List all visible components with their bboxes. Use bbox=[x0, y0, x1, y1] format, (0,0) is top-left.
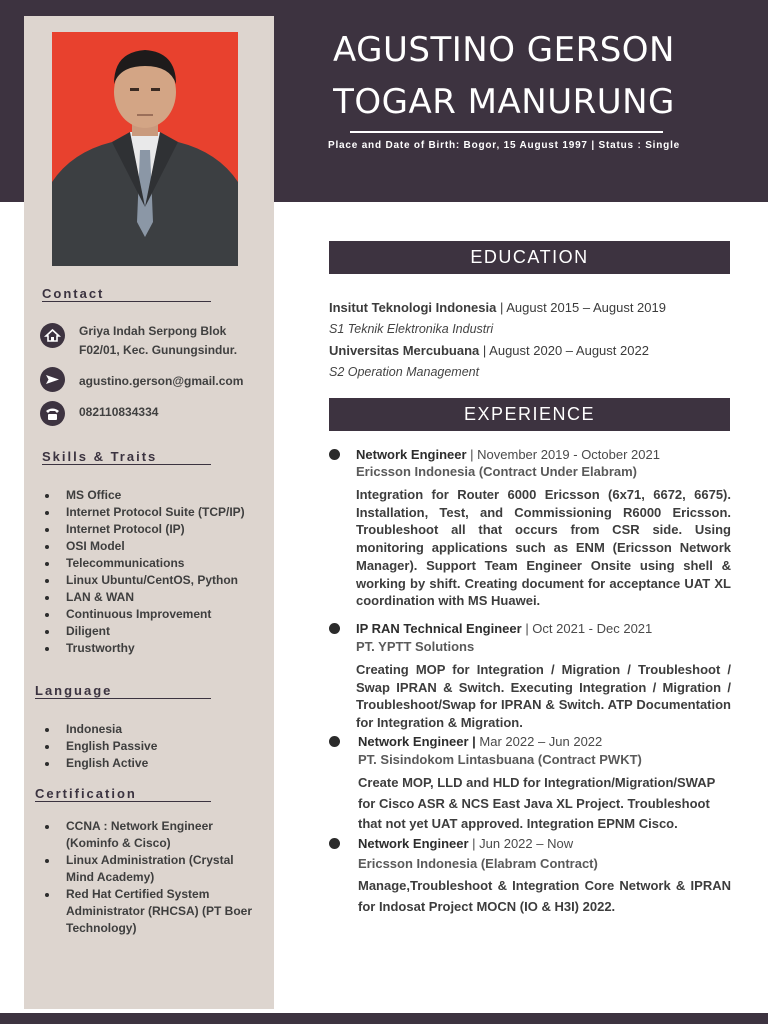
list-item: OSI Model bbox=[42, 538, 267, 555]
education-heading: EDUCATION bbox=[329, 241, 730, 274]
list-item: Diligent bbox=[42, 623, 267, 640]
email-text: agustino.gerson@gmail.com bbox=[79, 374, 244, 388]
experience-heading: EXPERIENCE bbox=[329, 398, 730, 431]
list-item: Indonesia bbox=[42, 721, 267, 738]
list-item: Internet Protocol (IP) bbox=[42, 521, 267, 538]
list-item: Red Hat Certified System Administrator (RHCSA) (PT Boer Technology) bbox=[42, 886, 262, 937]
list-item: CCNA : Network Engineer (Kominfo & Cisco) bbox=[42, 818, 262, 852]
degree-text: S2 Operation Management bbox=[329, 365, 480, 379]
birth-status: Place and Date of Birth: Bogor, 15 August 1997 | Status : Single bbox=[327, 140, 681, 151]
list-item: Trustworthy bbox=[42, 640, 267, 657]
address-line-1: Griya Indah Serpong Blok bbox=[79, 324, 227, 338]
contact-heading: Contact bbox=[42, 286, 105, 301]
bullet-dot bbox=[329, 449, 340, 460]
job-description-3: Create MOP, LLD and HLD for Integration/Migration/SWAP for Cisco ASR & NCS East Java XL Project. Troubleshoot that not yet UAT approved. Integration EPNM Cisco. bbox=[358, 775, 716, 831]
contact-rule bbox=[42, 301, 211, 302]
job-description-4: Manage,Troubleshoot & Integration Core Network & IPRAN for Indosat Project MOCN (IO & H3I) 2022. bbox=[358, 878, 731, 914]
degree-text: S1 Teknik Elektronika Industri bbox=[329, 322, 494, 336]
job-company-2: PT. YPTT Solutions bbox=[356, 639, 475, 654]
certification-list bbox=[42, 818, 262, 937]
job-description-2: Creating MOP for Integration / Migration / Troubleshoot / Swap IPRAN & Switch. Executing Integration / Migration / Troubleshoot/Swap for IPRAN & Switch. ATP Documentation for Integration & Migration. bbox=[356, 662, 731, 731]
name-line-1: AGUSTINO GERSON bbox=[332, 30, 675, 70]
home-icon bbox=[40, 323, 65, 348]
list-item: Linux Administration (Crystal Mind Academy) bbox=[42, 852, 262, 886]
certification-heading: Certification bbox=[35, 786, 137, 801]
job-company-4: Ericsson Indonesia (Elabram Contract) bbox=[358, 856, 598, 871]
name-underline bbox=[350, 131, 663, 133]
list-item: Continuous Improvement bbox=[42, 606, 267, 623]
skills-rule bbox=[42, 464, 211, 465]
certification-rule bbox=[35, 801, 211, 802]
job-title-3: Network Engineer | Mar 2022 – Jun 2022 bbox=[358, 734, 603, 749]
school-name: Universitas Mercubuana bbox=[329, 343, 480, 358]
list-item: Internet Protocol Suite (TCP/IP) bbox=[42, 504, 267, 521]
phone-text: 082110834334 bbox=[79, 405, 159, 419]
job-title-1: Network Engineer | November 2019 - October 2021 bbox=[356, 447, 660, 462]
job-company-1: Ericsson Indonesia (Contract Under Elabram) bbox=[356, 464, 638, 479]
list-item: LAN & WAN bbox=[42, 589, 267, 606]
job-title-4: Network Engineer | Jun 2022 – Now bbox=[358, 836, 574, 851]
profile-photo bbox=[52, 32, 238, 266]
bullet-dot bbox=[329, 838, 340, 849]
job-company-3: PT. Sisindokom Lintasbuana (Contract PWKT) bbox=[358, 752, 642, 767]
language-list bbox=[42, 721, 267, 772]
education-period: | August 2015 – August 2019 bbox=[499, 300, 666, 315]
bullet-dot bbox=[329, 623, 340, 634]
language-heading: Language bbox=[35, 683, 113, 698]
bullet-dot bbox=[329, 736, 340, 747]
list-item: MS Office bbox=[42, 487, 267, 504]
education-entry-1 bbox=[329, 300, 666, 315]
list-item: Linux Ubuntu/CentOS, Python bbox=[42, 572, 267, 589]
address-line-2: F02/01, Kec. Gunungsindur. bbox=[79, 343, 238, 357]
job-title-2: IP RAN Technical Engineer | Oct 2021 - Dec 2021 bbox=[356, 621, 653, 636]
phone-icon bbox=[40, 401, 65, 426]
skills-list bbox=[42, 487, 267, 657]
list-item: Telecommunications bbox=[42, 555, 267, 572]
education-period: | August 2020 – August 2022 bbox=[482, 343, 649, 358]
school-name: Insitut Teknologi Indonesia bbox=[329, 300, 497, 315]
list-item: English Passive bbox=[42, 738, 267, 755]
send-icon bbox=[40, 367, 65, 392]
job-description-1: Integration for Router 6000 Ericsson (6x71, 6672, 6675). Installation, Test, and Commissioning R6000 Ericsson. Troubleshoot all that occurs from CSR side. Using monitoring applications such as ENM (Ericsson Network Manager). Support Team Engineer Onsite using shell & working by shift. Creating document for acceptance UAT XL coordination with MS Huawei. bbox=[356, 487, 731, 609]
education-entry-2 bbox=[329, 343, 649, 358]
footer-band bbox=[0, 1013, 768, 1024]
list-item: English Active bbox=[42, 755, 267, 772]
name-line-2: TOGAR MANURUNG bbox=[333, 82, 675, 122]
skills-heading: Skills & Traits bbox=[42, 449, 158, 464]
language-rule bbox=[35, 698, 211, 699]
